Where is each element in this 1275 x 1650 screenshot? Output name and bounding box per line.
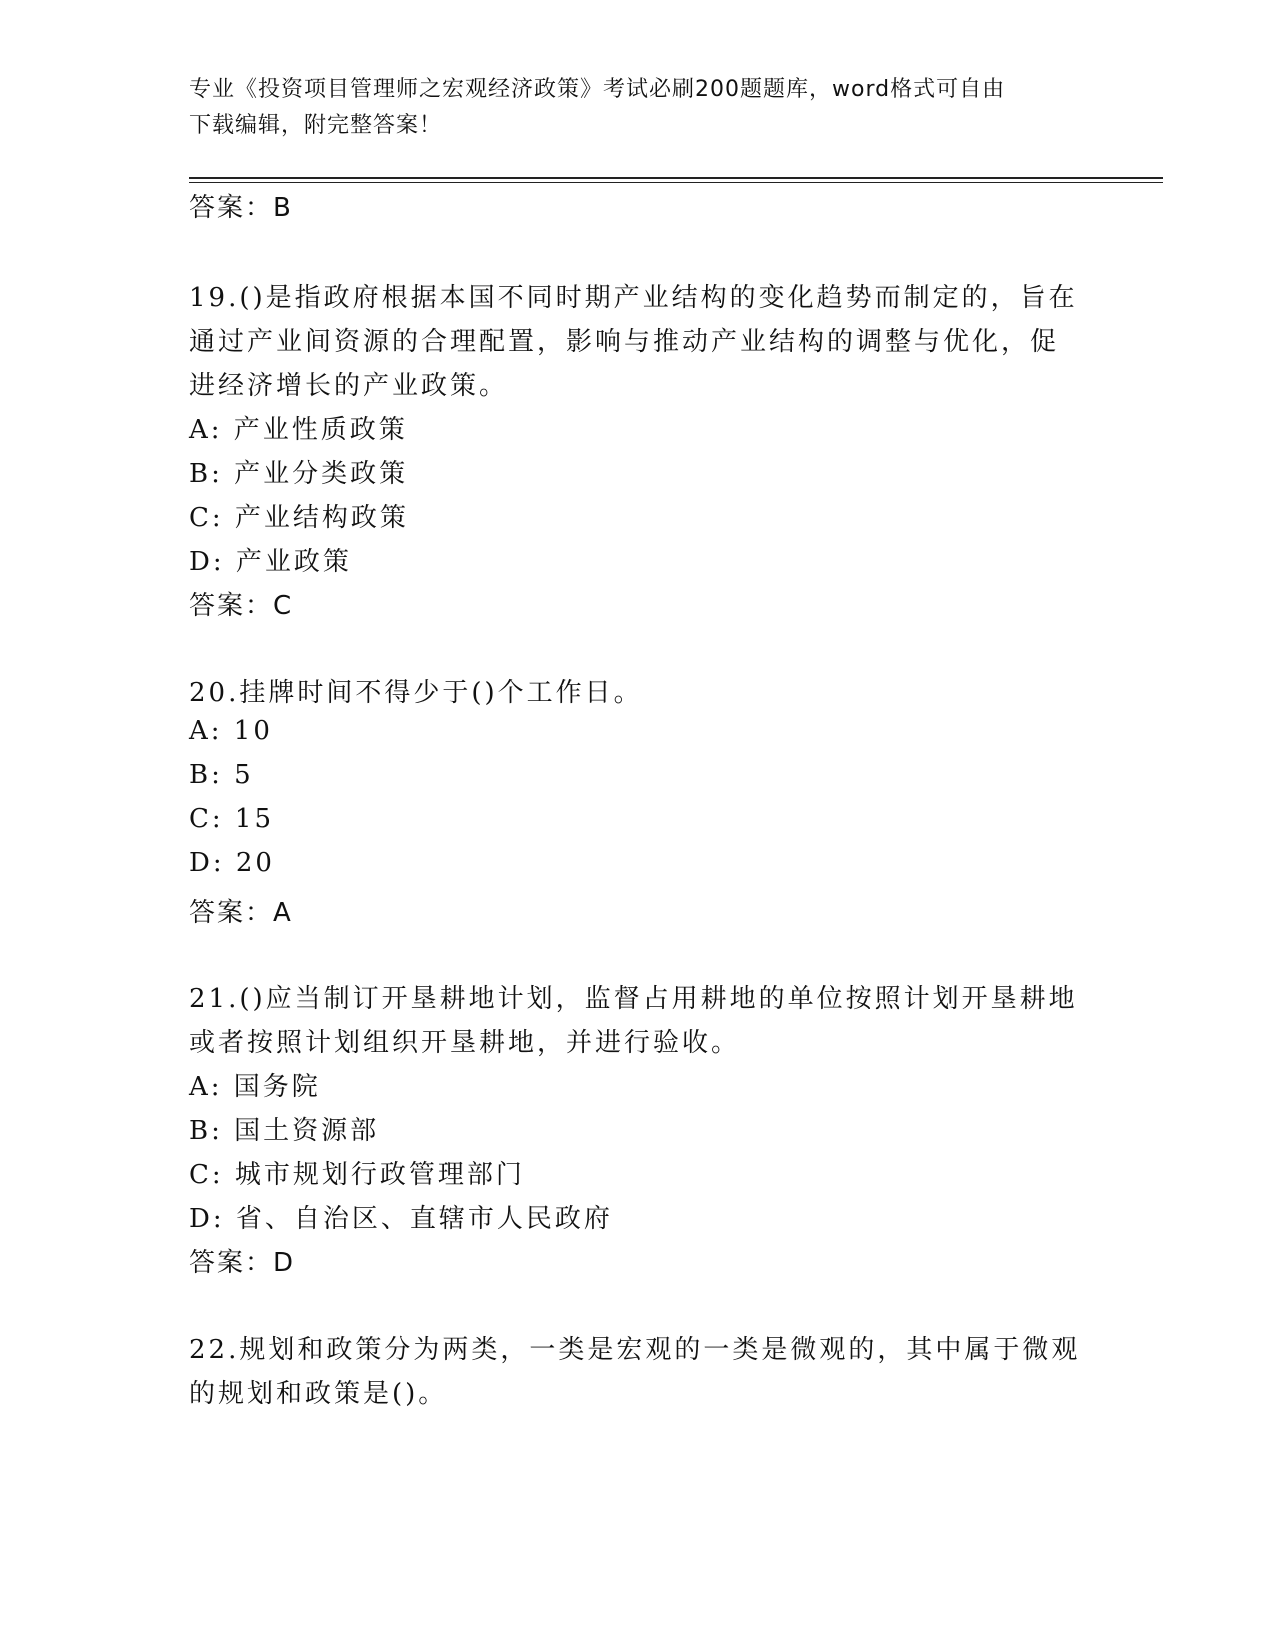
question-20-option-d: D: 20	[189, 848, 275, 878]
question-19-option-a: A: 产业性质政策	[189, 415, 408, 445]
question-19-line-3: 进经济增长的产业政策。	[189, 371, 509, 401]
question-20-answer: 答案：A	[189, 898, 293, 928]
question-19-option-b: B: 产业分类政策	[189, 459, 409, 489]
question-22-line-1: 22.规划和政策分为两类，一类是宏观的一类是微观的，其中属于微观	[189, 1335, 1081, 1365]
question-20-option-b: B: 5	[189, 760, 254, 790]
question-19-answer: 答案：C	[189, 591, 294, 621]
question-21-option-b: B: 国土资源部	[189, 1116, 380, 1146]
document-header	[189, 72, 1089, 144]
header-line-2: 下载编辑，附完整答案！	[189, 113, 443, 138]
question-21-option-c: C: 城市规划行政管理部门	[189, 1160, 525, 1190]
header-divider	[189, 177, 1163, 179]
question-19-option-d: D: 产业政策	[189, 547, 352, 577]
question-19-line-2: 通过产业间资源的合理配置，影响与推动产业结构的调整与优化，促	[189, 327, 1060, 357]
question-21-line-1: 21.()应当制订开垦耕地计划，监督占用耕地的单位按照计划开垦耕地	[189, 984, 1078, 1014]
question-20-line-1: 20.挂牌时间不得少于()个工作日。	[189, 678, 643, 708]
question-20-option-a: A: 10	[189, 716, 273, 746]
answer-previous: 答案：B	[189, 193, 293, 223]
question-22-line-2: 的规划和政策是()。	[189, 1379, 448, 1409]
question-21-option-d: D: 省、自治区、直辖市人民政府	[189, 1204, 613, 1234]
header-line-1: 专业《投资项目管理师之宏观经济政策》考试必刷200题题库，word格式可自由	[189, 77, 1006, 102]
question-21-option-a: A: 国务院	[189, 1072, 321, 1102]
question-19-line-1: 19.()是指政府根据本国不同时期产业结构的变化趋势而制定的，旨在	[189, 283, 1078, 313]
question-21-answer: 答案：D	[189, 1248, 296, 1278]
question-21-line-2: 或者按照计划组织开垦耕地，并进行验收。	[189, 1028, 741, 1058]
question-20-option-c: C: 15	[189, 804, 275, 834]
header-divider-thin	[189, 182, 1163, 183]
question-19-option-c: C: 产业结构政策	[189, 503, 409, 533]
